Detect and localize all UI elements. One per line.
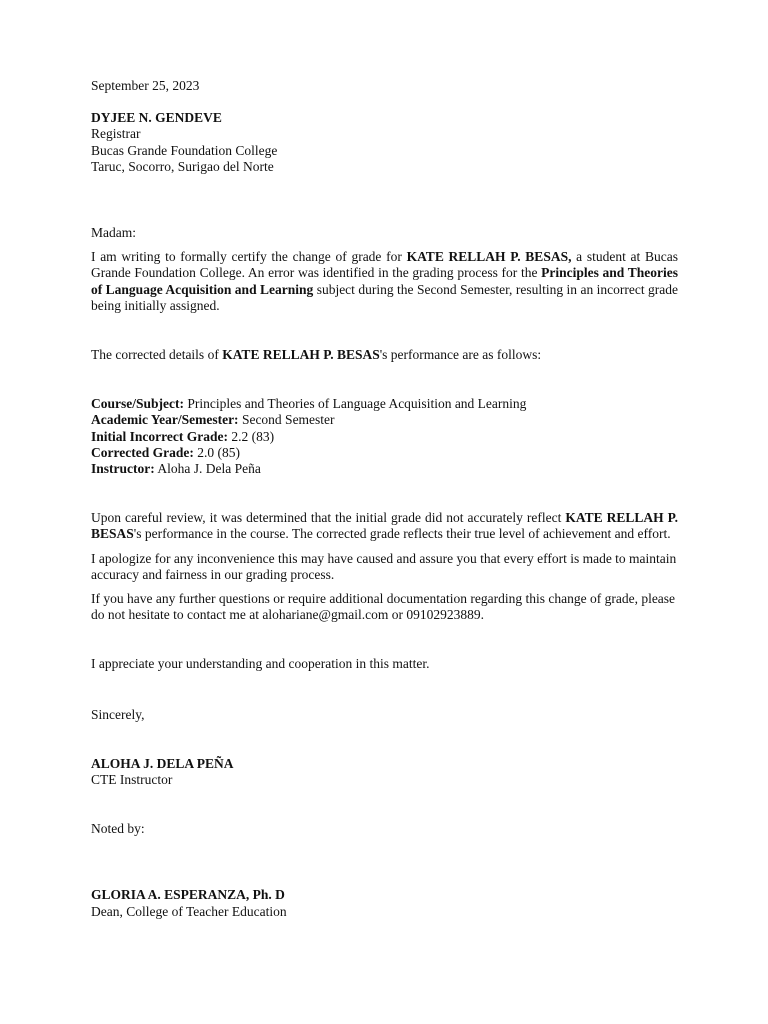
body-paragraph-apology: I apologize for any inconvenience this may have caused and assure you that every effort is made to maintain accuracy and fairness in our grading process. xyxy=(91,550,677,582)
body-paragraph-details-intro xyxy=(91,347,678,363)
detail-initial-grade xyxy=(91,429,678,445)
detail-label: Course/Subject: xyxy=(91,396,184,412)
details-intro-text-1: The corrected details of xyxy=(91,347,223,363)
body-paragraph-intro xyxy=(91,249,678,314)
detail-corrected-grade xyxy=(91,445,678,461)
intro-text-2: a student at Bucas Grande Foundation College. An error was identified in the grading process for the xyxy=(91,249,678,281)
dean-title: Dean, College of Teacher Education xyxy=(91,903,287,919)
student-name-bold: KATE RELLAH P. BESAS xyxy=(222,347,380,363)
salutation: Madam: xyxy=(91,225,136,241)
recipient-name: DYJEE N. GENDEVE xyxy=(91,110,222,126)
student-name-bold: KATE RELLAH P. BESAS, xyxy=(406,249,572,265)
details-intro-text-2: 's performance are as follows: xyxy=(379,347,542,363)
detail-label: Instructor: xyxy=(91,461,155,477)
noted-by-label: Noted by: xyxy=(91,821,145,837)
recipient-block xyxy=(91,110,678,175)
letter-date: September 25, 2023 xyxy=(91,78,200,93)
detail-label: Initial Incorrect Grade: xyxy=(91,428,228,444)
intro-text-1: I am writing to formally certify the change of grade for xyxy=(91,249,407,265)
detail-value: 2.2 (83) xyxy=(227,428,275,444)
detail-value: Aloha J. Dela Peña xyxy=(154,461,261,477)
recipient-title: Registrar xyxy=(91,126,141,142)
grade-details-list xyxy=(91,396,678,477)
detail-course xyxy=(91,396,678,412)
student-name-bold: KATE RELLAH P. BESAS xyxy=(91,510,678,542)
detail-value: Second Semester xyxy=(238,412,335,428)
body-paragraph-review xyxy=(91,510,678,542)
signer-title: CTE Instructor xyxy=(91,772,173,788)
body-paragraph-appreciation: I appreciate your understanding and cooperation in this matter. xyxy=(91,656,430,672)
detail-value: 2.0 (85) xyxy=(193,444,240,460)
signer-name: ALOHA J. DELA PEÑA xyxy=(91,755,234,771)
letter-page xyxy=(91,78,678,920)
detail-value: Principles and Theories of Language Acquisition and Learning xyxy=(184,396,527,412)
subject-name-bold: Principles and Theories of Language Acquisition and Learning xyxy=(91,265,678,297)
closing: Sincerely, xyxy=(91,706,145,722)
recipient-address: Taruc, Socorro, Surigao del Norte xyxy=(91,158,274,174)
detail-label: Academic Year/Semester: xyxy=(91,412,239,428)
intro-text-3: subject during the Second Semester, resulting in an incorrect grade being initially assigned. xyxy=(91,281,678,313)
review-text-2: 's performance in the course. The corrected grade reflects their true level of achievement and effort. xyxy=(133,526,671,542)
detail-label: Corrected Grade: xyxy=(91,444,194,460)
detail-instructor xyxy=(91,461,678,477)
review-text-1: Upon careful review, it was determined that the initial grade did not accurately reflect xyxy=(91,510,566,526)
dean-name: GLORIA A. ESPERANZA, Ph. D xyxy=(91,887,285,903)
body-paragraph-contact: If you have any further questions or require additional documentation regarding this change of grade, please do not hesitate to contact me at alohariane@gmail.com or 09102923889. xyxy=(91,591,676,623)
recipient-institution: Bucas Grande Foundation College xyxy=(91,142,278,158)
detail-academic-year xyxy=(91,412,678,428)
